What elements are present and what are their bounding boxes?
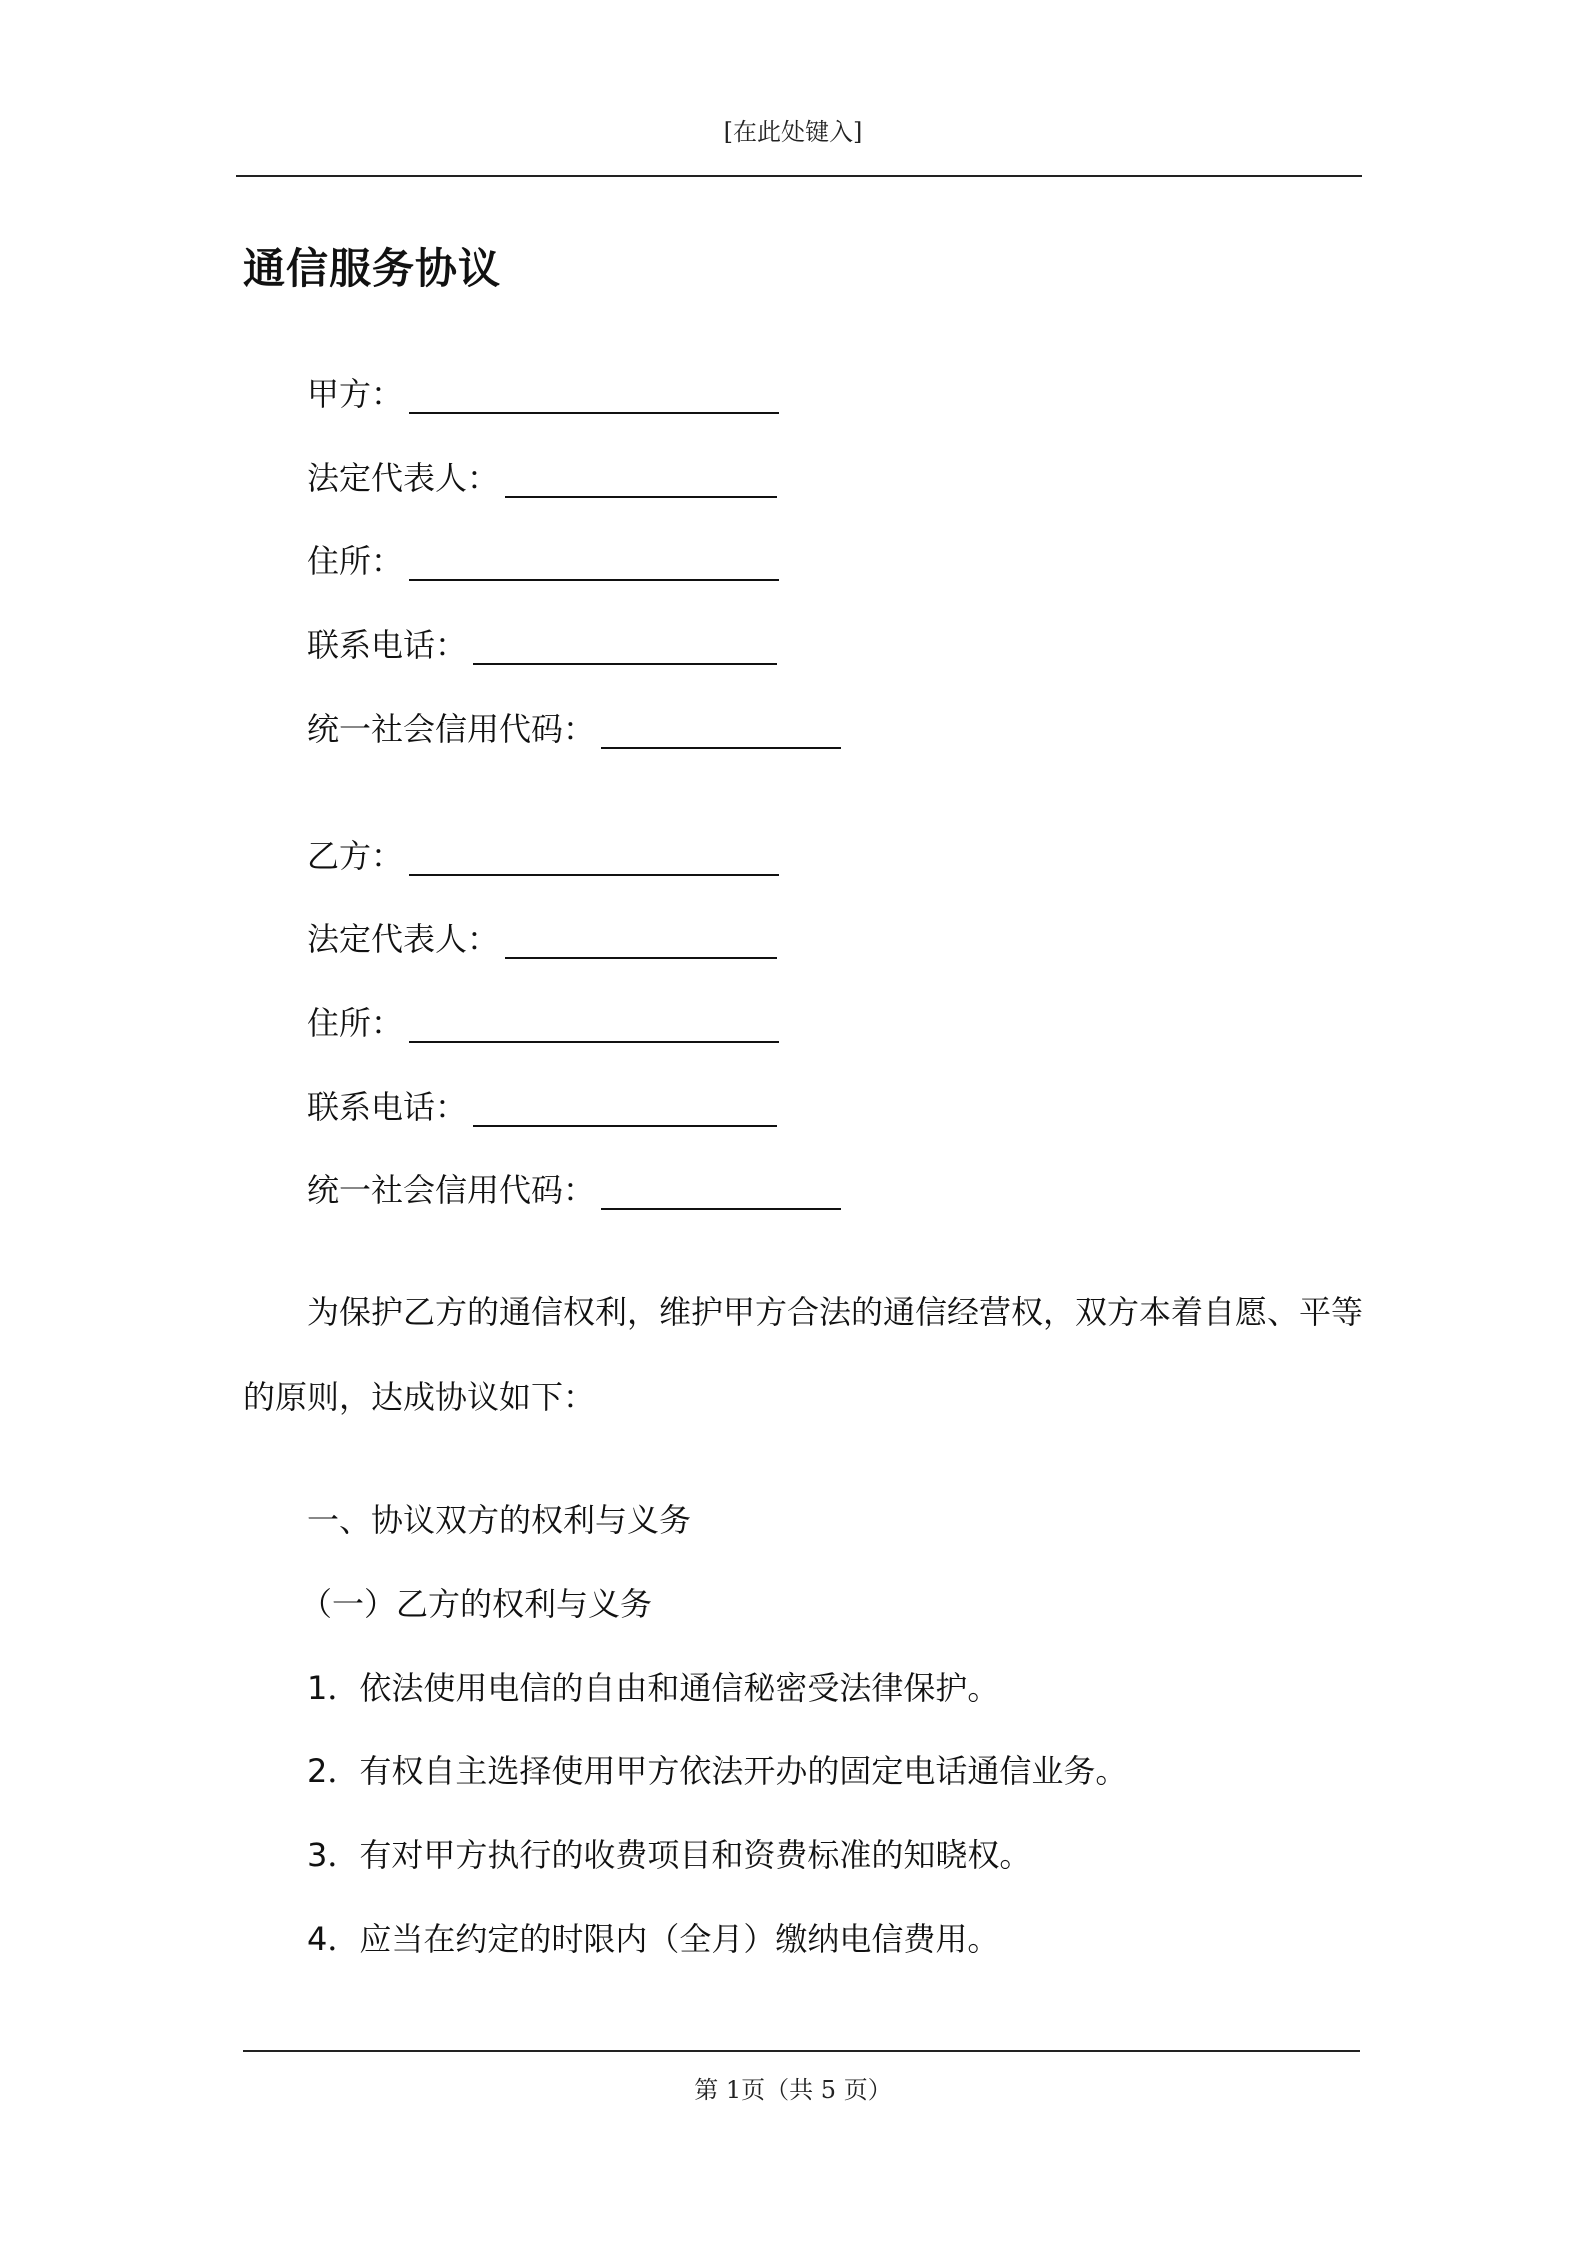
list-item: 4．应当在约定的时限内（全月）缴纳电信费用。: [307, 1920, 1000, 1958]
party-a-phone-label: 联系电话：: [307, 626, 468, 664]
document-title: 通信服务协议: [243, 244, 502, 293]
party-a-address-blank: [409, 541, 779, 581]
party-b-address-field: [307, 995, 779, 1043]
party-a-credit-code-label: 统一社会信用代码：: [307, 710, 596, 748]
party-b-phone-field: [307, 1079, 777, 1127]
party-a-rep-label: 法定代表人：: [307, 459, 500, 497]
party-a-address-field: [307, 533, 779, 581]
party-a-phone-field: [307, 617, 777, 665]
footer-divider: [243, 2050, 1360, 2052]
party-b-name-label: 乙方：: [307, 837, 404, 875]
party-a-rep-blank: [505, 458, 777, 498]
party-a-rep-field: [307, 450, 777, 498]
party-a-name-field: [307, 366, 779, 414]
section-1-sub-heading: （一）乙方的权利与义务: [300, 1585, 653, 1623]
party-a-address-label: 住所：: [307, 542, 404, 580]
party-a-name-label: 甲方：: [307, 375, 404, 413]
party-b-rep-field: [307, 911, 777, 959]
party-b-credit-code-label: 统一社会信用代码：: [307, 1171, 596, 1209]
list-item: 3．有对甲方执行的收费项目和资费标准的知晓权。: [307, 1836, 1032, 1874]
party-a-credit-code-blank: [601, 709, 841, 749]
party-b-address-blank: [409, 1003, 779, 1043]
intro-line-1: 为保护乙方的通信权利，维护甲方合法的通信经营权，双方本着自愿、平等: [307, 1293, 1364, 1331]
party-b-credit-code-blank: [601, 1170, 841, 1210]
party-b-rep-blank: [505, 919, 777, 959]
party-b-credit-code-field: [307, 1162, 841, 1210]
party-b-phone-blank: [473, 1087, 777, 1127]
party-b-phone-label: 联系电话：: [307, 1088, 468, 1126]
intro-line-2: 的原则，达成协议如下：: [243, 1378, 596, 1416]
section-1-heading: 一、协议双方的权利与义务: [307, 1501, 692, 1539]
party-a-credit-code-field: [307, 701, 841, 749]
party-a-name-blank: [409, 374, 779, 414]
header-divider: [236, 175, 1362, 177]
page-header: [在此处键入]: [723, 118, 863, 146]
party-a-phone-blank: [473, 625, 777, 665]
party-b-name-blank: [409, 836, 779, 876]
list-item: 2．有权自主选择使用甲方依法开办的固定电话通信业务。: [307, 1752, 1128, 1790]
list-item: 1．依法使用电信的自由和通信秘密受法律保护。: [307, 1669, 1000, 1707]
page-footer: 第 1页（共 5 页）: [694, 2076, 892, 2104]
party-b-name-field: [307, 828, 779, 876]
party-b-address-label: 住所：: [307, 1004, 404, 1042]
party-b-rep-label: 法定代表人：: [307, 920, 500, 958]
